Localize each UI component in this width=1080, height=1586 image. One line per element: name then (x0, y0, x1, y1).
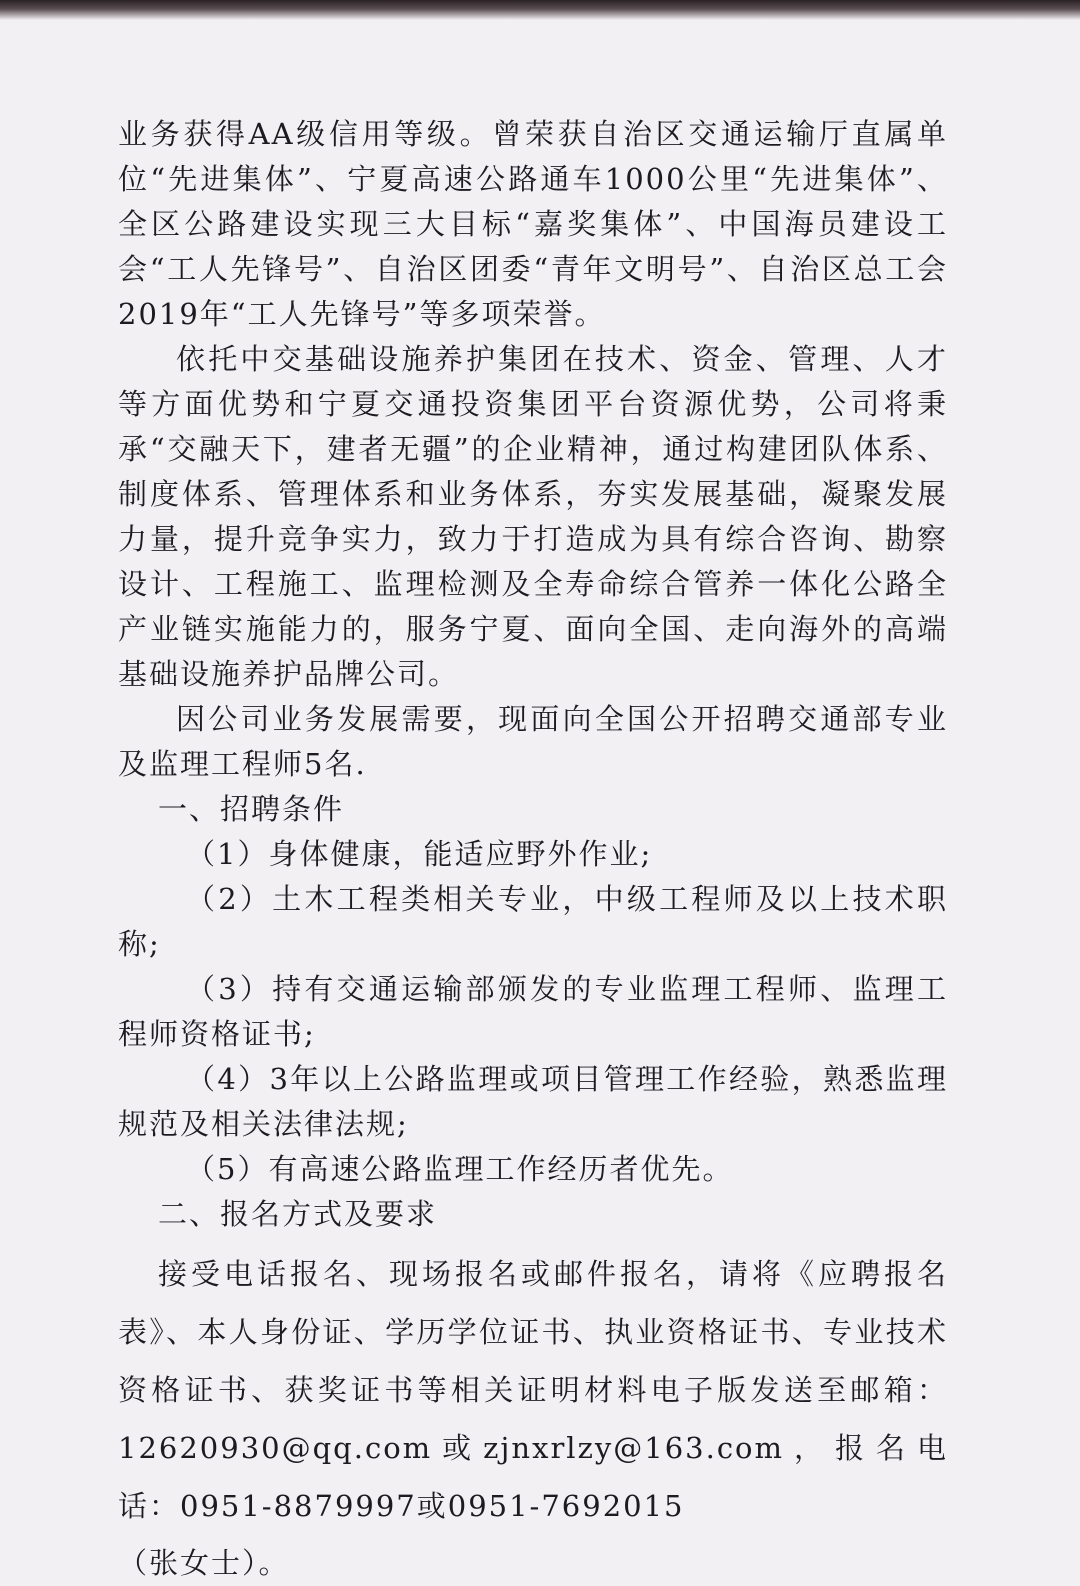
recruitment-announcement: 因公司业务发展需要，现面向全国公开招聘交通部专业及监理工程师5名. (118, 702, 948, 781)
condition-item-5: （5）有高速公路监理工作经历者优先。 (186, 1152, 734, 1186)
application-instructions: 接受电话报名、现场报名或邮件报名，请将《应聘报名表》、本人身份证、学历学位证书、执业资格证书、专业技术资格证书、获奖证书等相关证明材料电子版发送至邮箱：12620930@qq.com或zjnxrlzy@163.com，报名电话：0951-8879997或0951-7692015 (118, 1257, 948, 1523)
contact-person: （张女士）。 (118, 1546, 290, 1580)
intro-paragraph-honors: 业务获得AA级信用等级。曾荣获自治区交通运输厅直属单位“先进集体”、宁夏高速公路通车1000公里“先进集体”、全区公路建设实现三大目标“嘉奖集体”、中国海员建设工会“工人先锋号”、自治区团委“青年文明号”、自治区总工会2019年“工人先锋号”等多项荣誉。 (118, 117, 948, 331)
condition-item-3: （3）持有交通运输部颁发的专业监理工程师、监理工程师资格证书; (118, 972, 948, 1051)
section-heading-application: 二、报名方式及要求 (158, 1197, 438, 1231)
section-heading-conditions: 一、招聘条件 (158, 792, 345, 826)
condition-item-1: （1）身体健康，能适应野外作业; (186, 837, 653, 871)
page-top-edge-shadow (0, 0, 1080, 20)
condition-item-4: （4）3年以上公路监理或项目管理工作经验，熟悉监理规范及相关法律法规; (118, 1062, 948, 1141)
condition-item-2: （2）土木工程类相关专业，中级工程师及以上技术职称; (118, 882, 948, 961)
intro-paragraph-strategy: 依托中交基础设施养护集团在技术、资金、管理、人才等方面优势和宁夏交通投资集团平台资源优势，公司将秉承“交融天下，建者无疆”的企业精神，通过构建团队体系、制度体系、管理体系和业务体系，夯实发展基础，凝聚发展力量，提升竞争实力，致力于打造成为具有综合咨询、勘察设计、工程施工、监理检测及全寿命综合管养一体化公路全产业链实施能力的，服务宁夏、面向全国、走向海外的高端基础设施养护品牌公司。 (118, 342, 948, 691)
document-page (118, 112, 948, 1586)
